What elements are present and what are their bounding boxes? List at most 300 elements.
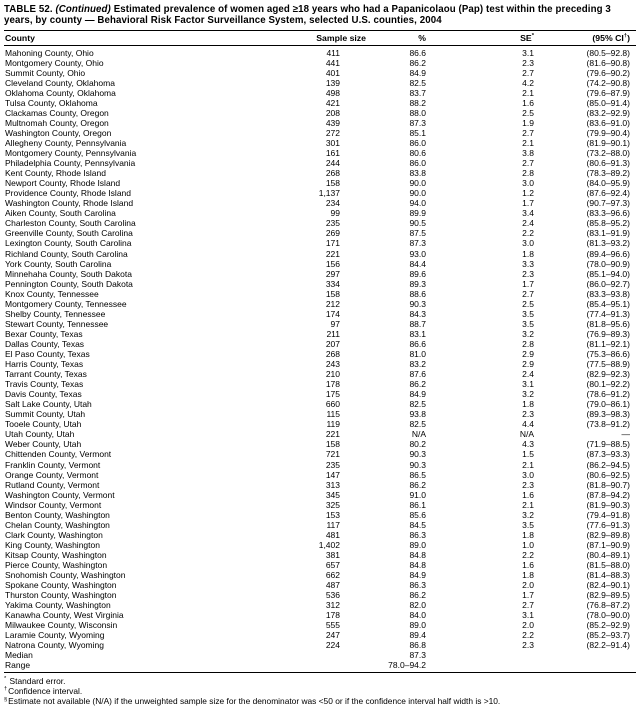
table-row [4, 349, 636, 359]
se-cell: 2.1 [522, 87, 534, 98]
sample-size-cell: 487 [325, 580, 340, 591]
county-cell: Mahoning County, Ohio [5, 47, 94, 58]
ci-cell: (81.8–90.7) [586, 479, 630, 490]
table-row [4, 409, 636, 419]
table-row [4, 540, 636, 550]
percent-cell: 86.2 [409, 590, 426, 601]
table-row [4, 560, 636, 570]
county-cell: Laramie County, Wyoming [5, 630, 105, 641]
county-cell: Minnehaha County, South Dakota [5, 268, 132, 279]
table-header [4, 30, 636, 46]
se-cell: 1.5 [522, 449, 534, 460]
sample-size-cell: 243 [325, 359, 340, 370]
sample-size-cell: 97 [330, 318, 340, 329]
table-row [4, 88, 636, 98]
table-row [4, 269, 636, 279]
percent-cell: 86.6 [409, 338, 426, 349]
sample-size-cell: 536 [325, 590, 340, 601]
percent-cell: 87.3 [409, 650, 426, 661]
se-cell: 2.2 [522, 630, 534, 641]
se-cell: 2.8 [522, 168, 534, 179]
ci-cell: (87.8–94.2) [586, 489, 630, 500]
ci-cell: (80.1–92.2) [586, 379, 630, 390]
county-cell: Washington County, Oregon [5, 127, 112, 138]
percent-cell: 89.4 [409, 630, 426, 641]
table-row [4, 128, 636, 138]
county-cell: Knox County, Tennessee [5, 288, 99, 299]
se-cell: 2.7 [522, 127, 534, 138]
county-cell: Median [5, 650, 33, 661]
sample-size-cell: 345 [325, 489, 340, 500]
ci-cell: (81.4–88.3) [586, 570, 630, 581]
ci-cell: (80.6–92.5) [586, 469, 630, 480]
percent-cell: 83.7 [409, 87, 426, 98]
county-cell: Kent County, Rhode Island [5, 168, 106, 179]
ci-cell: (77.4–91.3) [586, 308, 630, 319]
county-cell: Yakima County, Washington [5, 600, 111, 611]
county-cell: Chittenden County, Vermont [5, 449, 112, 460]
ci-cell: (89.4–96.6) [586, 248, 630, 259]
table-row [4, 46, 636, 58]
ci-cell: (79.0–86.1) [586, 399, 630, 410]
percent-cell: 93.0 [409, 248, 426, 259]
ci-cell: — [621, 429, 630, 440]
percent-cell: 86.1 [409, 499, 426, 510]
table-row [4, 249, 636, 259]
percent-cell: 89.0 [409, 539, 426, 550]
ci-cell: (79.9–90.4) [586, 127, 630, 138]
percent-cell: 86.5 [409, 469, 426, 480]
table-row [4, 289, 636, 299]
table-row [4, 530, 636, 540]
county-cell: Stewart County, Tennessee [5, 318, 109, 329]
percent-cell: 84.4 [409, 258, 426, 269]
table-row [4, 620, 636, 630]
se-cell: 3.5 [522, 318, 534, 329]
se-cell: 4.4 [522, 419, 534, 430]
percent-cell: 88.7 [409, 318, 426, 329]
se-cell: 3.1 [522, 47, 534, 58]
ci-cell: (81.9–90.1) [586, 138, 630, 149]
table-row [4, 198, 636, 208]
se-cell: 3.0 [522, 238, 534, 249]
sample-size-cell: 421 [325, 97, 340, 108]
footnote: §Estimate not available (N/A) if the unweighted sample size for the denominator was <50 or if the confidence interval half width is >10. [4, 696, 501, 707]
ci-cell: (85.0–91.4) [586, 97, 630, 108]
ci-cell: (90.7–97.3) [586, 198, 630, 209]
percent-cell: 87.5 [409, 228, 426, 239]
county-cell: Kitsap County, Washington [5, 549, 107, 560]
ci-cell: (82.9–89.8) [586, 529, 630, 540]
sample-size-cell: 334 [325, 278, 340, 289]
se-cell: 1.8 [522, 248, 534, 259]
column-header-sample-size: Sample size [316, 32, 366, 43]
ci-cell: (82.9–89.5) [586, 590, 630, 601]
county-cell: Benton County, Washington [5, 509, 110, 520]
sample-size-cell: 498 [325, 87, 340, 98]
percent-cell: 88.2 [409, 97, 426, 108]
ci-cell: (78.6–91.2) [586, 389, 630, 400]
table-row [4, 510, 636, 520]
county-cell: Lexington County, South Carolina [5, 238, 132, 249]
ci-cell: (89.3–98.3) [586, 409, 630, 420]
county-cell: Thurston County, Washington [5, 590, 117, 601]
county-cell: Utah County, Utah [5, 429, 75, 440]
sample-size-cell: 268 [325, 349, 340, 359]
table-row [4, 178, 636, 188]
county-cell: Washington County, Rhode Island [5, 198, 134, 209]
sample-size-cell: 272 [325, 127, 340, 138]
percent-cell: 90.3 [409, 298, 426, 309]
table-row [4, 118, 636, 128]
county-cell: Oklahoma County, Oklahoma [5, 87, 116, 98]
se-cell: 2.2 [522, 549, 534, 560]
se-cell: 1.8 [522, 529, 534, 540]
percent-cell: 84.0 [409, 610, 426, 621]
se-cell: 1.7 [522, 278, 534, 289]
sample-size-cell: 115 [326, 409, 340, 420]
column-header-ci: (95% CI†) [592, 32, 630, 43]
percent-cell: 88.0 [409, 107, 426, 118]
sample-size-cell: 174 [325, 308, 340, 319]
county-cell: York County, South Carolina [5, 258, 112, 269]
sample-size-cell: 555 [325, 620, 340, 631]
table-row [4, 78, 636, 88]
county-cell: Kanawha County, West Virginia [5, 610, 124, 621]
table-row [4, 500, 636, 510]
percent-cell: 84.8 [409, 559, 426, 570]
table-row [4, 570, 636, 580]
se-cell: 2.0 [522, 620, 534, 631]
sample-size-cell: 224 [325, 640, 340, 651]
se-cell: N/A [519, 429, 534, 440]
ci-cell: (87.3–93.3) [586, 449, 630, 460]
sample-size-cell: 1,402 [318, 539, 340, 550]
se-cell: 4.2 [522, 77, 534, 88]
ci-cell: (87.6–92.4) [586, 188, 630, 199]
se-cell: 2.7 [522, 600, 534, 611]
sample-size-cell: 117 [326, 519, 340, 530]
county-cell: Dallas County, Texas [5, 338, 85, 349]
se-cell: 2.0 [522, 580, 534, 591]
table-row [4, 580, 636, 590]
pap-test-prevalence-table [4, 30, 636, 673]
county-cell: Weber County, Utah [5, 439, 82, 450]
county-cell: Pierce County, Washington [5, 559, 108, 570]
county-cell: Tulsa County, Oklahoma [5, 97, 98, 108]
se-cell: 2.1 [522, 499, 534, 510]
ci-cell: (78.3–89.2) [586, 168, 630, 179]
sample-size-cell: 297 [325, 268, 340, 279]
table-row [4, 460, 636, 470]
county-cell: Montgomery County, Tennessee [5, 298, 127, 309]
footnotes [4, 676, 636, 707]
percent-cell: 86.2 [409, 379, 426, 390]
table-row [4, 600, 636, 610]
se-cell: 3.1 [522, 379, 534, 390]
ci-cell: (81.3–93.2) [586, 238, 630, 249]
table-row [4, 208, 636, 218]
sample-size-cell: 175 [325, 389, 340, 400]
column-header-county: County [5, 32, 35, 43]
se-cell: 2.5 [522, 107, 534, 118]
sample-size-cell [296, 650, 366, 660]
se-cell: 1.7 [522, 198, 534, 209]
county-cell: Natrona County, Wyoming [5, 640, 104, 651]
se-cell: 2.3 [522, 479, 534, 490]
table-row [4, 339, 636, 349]
se-cell: 2.1 [522, 138, 534, 149]
se-cell: 3.0 [522, 469, 534, 480]
county-cell: El Paso County, Texas [5, 349, 90, 359]
percent-cell: 86.0 [409, 138, 426, 149]
sample-size-cell: 268 [325, 168, 340, 179]
table-row [4, 359, 636, 369]
table-row [4, 138, 636, 148]
percent-cell: 86.3 [409, 580, 426, 591]
ci-cell: (74.2–90.8) [586, 77, 630, 88]
county-cell: Pennington County, South Dakota [5, 278, 133, 289]
ci-cell: (79.4–91.8) [586, 509, 630, 520]
percent-cell: 89.0 [409, 620, 426, 631]
sample-size-cell: 441 [325, 57, 340, 68]
county-cell: Davis County, Texas [5, 389, 82, 400]
percent-cell: 90.3 [409, 459, 426, 470]
sample-size-cell: 662 [325, 570, 340, 581]
table-row [4, 610, 636, 620]
percent-cell: 85.1 [409, 127, 426, 138]
county-cell: Tooele County, Utah [5, 419, 82, 430]
se-cell: 2.9 [522, 359, 534, 370]
se-cell: 2.1 [522, 459, 534, 470]
sample-size-cell: 212 [325, 298, 340, 309]
table-row [4, 550, 636, 560]
sample-size-cell: 439 [325, 117, 340, 128]
table-row [4, 238, 636, 248]
sample-size-cell: 401 [325, 67, 340, 78]
sample-size-cell: 147 [325, 469, 340, 480]
sample-size-cell: 158 [325, 178, 340, 189]
se-cell: 2.3 [522, 409, 534, 420]
sample-size-cell: 171 [325, 238, 340, 249]
sample-size-cell: 657 [325, 559, 340, 570]
county-cell: King County, Washington [5, 539, 100, 550]
table-row [4, 228, 636, 238]
percent-cell: 89.6 [409, 268, 426, 279]
ci-cell: (71.9–88.5) [586, 439, 630, 450]
sample-size-cell: 235 [325, 459, 340, 470]
table-row [4, 480, 636, 490]
table-row [4, 520, 636, 530]
percent-cell: 86.6 [409, 47, 426, 58]
ci-cell: (85.8–95.2) [586, 218, 630, 229]
se-cell: 3.1 [522, 610, 534, 621]
percent-cell: 90.5 [409, 218, 426, 229]
se-cell: 4.3 [522, 439, 534, 450]
ci-cell: (78.0–90.0) [586, 610, 630, 621]
column-header-percent: % [418, 32, 426, 43]
se-cell: 1.6 [522, 559, 534, 570]
ci-cell: (80.6–91.3) [586, 158, 630, 169]
table-row [4, 369, 636, 379]
sample-size-cell: 208 [325, 107, 340, 118]
sample-size-cell: 178 [325, 379, 340, 390]
table-row [4, 329, 636, 339]
sample-size-cell: 269 [325, 228, 340, 239]
table-row [4, 449, 636, 459]
sample-size-cell: 244 [325, 158, 340, 169]
se-cell: 3.5 [522, 519, 534, 530]
percent-cell: 93.8 [409, 409, 426, 420]
table-row [4, 379, 636, 389]
table-title-text: Estimated prevalence of women aged ≥18 years who had a Papanicolaou (Pap) test within the preceding 3 years, by county — Behavioral Risk Factor Surveillance System, selected U.S. counties, 2004 [4, 4, 611, 27]
ci-cell [534, 650, 636, 660]
summary-row [4, 660, 636, 672]
sample-size-cell: 411 [326, 47, 340, 58]
ci-cell: (83.3–96.6) [586, 208, 630, 219]
se-cell: 2.4 [522, 369, 534, 380]
sample-size-cell: 312 [325, 600, 340, 611]
se-cell: 2.3 [522, 57, 534, 68]
se-cell: 2.2 [522, 228, 534, 239]
percent-cell: 84.3 [409, 308, 426, 319]
sample-size-cell: 158 [325, 439, 340, 450]
county-cell: Charleston County, South Carolina [5, 218, 136, 229]
footnote: †Confidence interval. [4, 686, 83, 697]
se-cell: 3.2 [522, 509, 534, 520]
se-cell: 2.9 [522, 349, 534, 359]
county-cell: Orange County, Vermont [5, 469, 99, 480]
ci-cell: (73.8–91.2) [586, 419, 630, 430]
se-cell: 3.3 [522, 258, 534, 269]
percent-cell: 82.5 [409, 77, 426, 88]
se-cell [426, 660, 534, 672]
ci-cell: (79.6–90.2) [586, 67, 630, 78]
ci-cell: (86.2–94.5) [586, 459, 630, 470]
se-cell: 1.6 [522, 489, 534, 500]
county-cell: Richland County, South Carolina [5, 248, 128, 259]
county-cell: Philadelphia County, Pennsylvania [5, 158, 136, 169]
county-cell: Salt Lake County, Utah [5, 399, 92, 410]
percent-cell: 88.6 [409, 288, 426, 299]
table-row [4, 439, 636, 449]
county-cell: Travis County, Texas [5, 379, 84, 390]
ci-cell: (82.9–92.3) [586, 369, 630, 380]
ci-cell: (77.6–91.3) [586, 519, 630, 530]
table-row [4, 158, 636, 168]
county-cell: Clark County, Washington [5, 529, 103, 540]
table-title-label: TABLE 52. [4, 4, 53, 15]
ci-cell: (77.5–88.9) [586, 359, 630, 370]
county-cell: Montgomery County, Ohio [5, 57, 104, 68]
county-cell: Newport County, Rhode Island [5, 178, 121, 189]
se-cell: 3.4 [522, 208, 534, 219]
se-cell: 2.7 [522, 158, 534, 169]
percent-cell: 82.0 [409, 600, 426, 611]
percent-cell: 80.6 [409, 148, 426, 159]
county-cell: Clackamas County, Oregon [5, 107, 109, 118]
percent-cell: 89.9 [409, 208, 426, 219]
percent-cell: 84.9 [409, 67, 426, 78]
sample-size-cell: 481 [325, 529, 340, 540]
ci-cell: (84.0–95.9) [586, 178, 630, 189]
table-row [4, 319, 636, 329]
ci-cell: (85.2–92.9) [586, 620, 630, 631]
sample-size-cell: 211 [326, 328, 340, 339]
county-cell: Washington County, Vermont [5, 489, 115, 500]
ci-cell: (81.8–95.6) [586, 318, 630, 329]
county-cell: Milwaukee County, Wisconsin [5, 620, 118, 631]
sample-size-cell: 660 [325, 399, 340, 410]
sample-size-cell: 139 [325, 77, 340, 88]
percent-cell: 86.2 [409, 479, 426, 490]
table-row [4, 98, 636, 108]
se-cell: 1.8 [522, 399, 534, 410]
percent-cell: 90.0 [409, 178, 426, 189]
se-cell: 3.8 [522, 148, 534, 159]
ci-cell: (85.2–93.7) [586, 630, 630, 641]
county-cell: Snohomish County, Washington [5, 570, 126, 581]
ci-cell: (85.4–95.1) [586, 298, 630, 309]
county-cell: Harris County, Texas [5, 359, 84, 370]
se-cell: 2.5 [522, 298, 534, 309]
percent-cell: N/A [411, 429, 426, 440]
column-header-se: SE* [520, 32, 534, 43]
ci-cell: (81.9–90.3) [586, 499, 630, 510]
percent-cell: 83.8 [409, 168, 426, 179]
ci-cell [534, 660, 636, 672]
table-row [4, 218, 636, 228]
ci-cell: (86.0–92.7) [586, 278, 630, 289]
percent-cell: 82.5 [409, 399, 426, 410]
ci-cell: (81.5–88.0) [586, 559, 630, 570]
percent-cell: 89.3 [409, 278, 426, 289]
percent-cell: 83.1 [409, 328, 426, 339]
table-row [4, 168, 636, 178]
se-cell: 2.8 [522, 338, 534, 349]
sample-size-cell: 1,137 [318, 188, 340, 199]
sample-size-cell: 234 [325, 198, 340, 209]
sample-size-cell: 247 [325, 630, 340, 641]
percent-cell: 91.0 [409, 489, 426, 500]
percent-cell: 86.2 [409, 57, 426, 68]
county-cell: Cleveland County, Oklahoma [5, 77, 115, 88]
se-cell: 2.7 [522, 288, 534, 299]
table-row [4, 259, 636, 269]
county-cell: Tarrant County, Texas [5, 369, 87, 380]
sample-size-cell: 221 [325, 429, 340, 440]
county-cell: Franklin County, Vermont [5, 459, 101, 470]
percent-cell: 90.0 [409, 188, 426, 199]
se-cell: 2.4 [522, 218, 534, 229]
table-row [4, 490, 636, 500]
sample-size-cell: 325 [325, 499, 340, 510]
sample-size-cell: 721 [325, 449, 340, 460]
sample-size-cell: 313 [325, 479, 340, 490]
ci-cell: (81.1–92.1) [586, 338, 630, 349]
sample-size-cell: 207 [325, 338, 340, 349]
table-row [4, 108, 636, 118]
percent-cell: 84.8 [409, 549, 426, 560]
se-cell: 3.0 [522, 178, 534, 189]
se-cell: 1.7 [522, 590, 534, 601]
county-cell: Allegheny County, Pennsylvania [5, 138, 127, 149]
table-row [4, 299, 636, 309]
county-cell: Rutland County, Vermont [5, 479, 100, 490]
sample-size-cell: 301 [325, 138, 340, 149]
ci-cell: (87.1–90.9) [586, 539, 630, 550]
table-row [4, 630, 636, 640]
